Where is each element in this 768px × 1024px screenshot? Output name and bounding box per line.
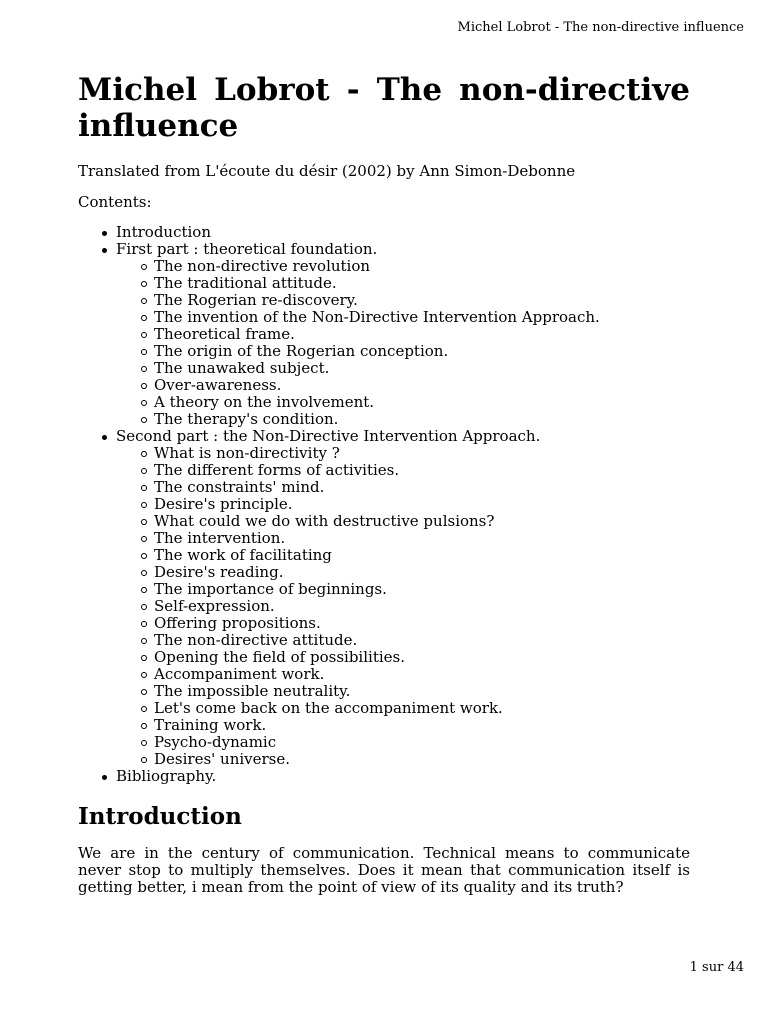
circle-bullet-icon [141,723,147,729]
running-header: Michel Lobrot - The non-directive influence [457,20,744,35]
circle-bullet-icon [141,315,147,321]
toc-subitem[interactable] [154,411,690,428]
toc-subitem-link[interactable]: The unawaked subject. [154,359,330,377]
toc-subitem[interactable] [154,615,690,632]
toc-link-part-one[interactable]: First part : theoretical foundation. [116,240,378,258]
toc-subitem-link[interactable]: The constraints' mind. [154,478,325,496]
toc-subitem-link[interactable]: Accompaniment work. [154,665,325,683]
toc-subitem[interactable] [154,496,690,513]
circle-bullet-icon [141,638,147,644]
toc-subitem-link[interactable]: The origin of the Rogerian conception. [154,342,449,360]
part-two-subsections [116,445,690,768]
toc-subitem[interactable] [154,309,690,326]
translation-credit: Translated from L'écoute du désir (2002) by Ann Simon-Debonne [78,162,576,180]
toc-subitem[interactable] [154,462,690,479]
circle-bullet-icon [141,587,147,593]
toc-subitem[interactable] [154,445,690,462]
circle-bullet-icon [141,298,147,304]
toc-subitem[interactable] [154,360,690,377]
toc-item-bibliography[interactable] [116,768,690,785]
circle-bullet-icon [141,349,147,355]
circle-bullet-icon [141,281,147,287]
toc-subitem-link[interactable]: The different forms of activities. [154,461,400,479]
toc-subitem[interactable] [154,530,690,547]
table-of-contents [78,224,690,785]
page-indicator: 1 sur 44 [689,960,744,975]
toc-subitem[interactable] [154,513,690,530]
circle-bullet-icon [141,383,147,389]
toc-subitem-link[interactable]: Training work. [154,716,267,734]
circle-bullet-icon [141,621,147,627]
toc-subitem[interactable] [154,377,690,394]
toc-item-part-one[interactable] [116,241,690,428]
toc-subitem[interactable] [154,479,690,496]
circle-bullet-icon [141,502,147,508]
toc-subitem-link[interactable]: The work of facilitating [154,546,332,564]
disc-bullet-icon [102,248,107,253]
introduction-paragraph: We are in the century of communication. Technical means to communicate never stop to multiply themselves. Does it mean that communication itself is getting better, i mean from the point of view of its quality and its truth? [78,844,690,896]
disc-bullet-icon [102,775,107,780]
toc-subitem-link[interactable]: Let's come back on the accompaniment work. [154,699,503,717]
toc-subitem-link[interactable]: Theoretical frame. [154,325,295,343]
toc-subitem[interactable] [154,326,690,343]
toc-subitem-link[interactable]: The impossible neutrality. [154,682,351,700]
toc-subitem[interactable] [154,649,690,666]
toc-item-introduction[interactable] [116,224,690,241]
circle-bullet-icon [141,366,147,372]
circle-bullet-icon [141,536,147,542]
toc-subitem[interactable] [154,394,690,411]
contents-label: Contents: [78,193,152,211]
disc-bullet-icon [102,231,107,236]
circle-bullet-icon [141,604,147,610]
toc-subitem[interactable] [154,547,690,564]
circle-bullet-icon [141,655,147,661]
toc-subitem[interactable] [154,275,690,292]
toc-item-part-two[interactable] [116,428,690,768]
toc-subitem[interactable] [154,751,690,768]
toc-subitem-link[interactable]: Offering propositions. [154,614,321,632]
circle-bullet-icon [141,519,147,525]
circle-bullet-icon [141,689,147,695]
toc-subitem[interactable] [154,734,690,751]
toc-subitem-link[interactable]: The intervention. [154,529,286,547]
circle-bullet-icon [141,485,147,491]
circle-bullet-icon [141,672,147,678]
toc-subitem-link[interactable]: Psycho-dynamic [154,733,277,751]
toc-subitem[interactable] [154,343,690,360]
circle-bullet-icon [141,553,147,559]
toc-subitem-link[interactable]: Desire's principle. [154,495,293,513]
toc-link-introduction[interactable]: Introduction [116,223,211,241]
toc-subitem-link[interactable]: Over-awareness. [154,376,282,394]
toc-subitem[interactable] [154,598,690,615]
toc-subitem-link[interactable]: The traditional attitude. [154,274,337,292]
toc-link-bibliography[interactable]: Bibliography. [116,767,217,785]
circle-bullet-icon [141,417,147,423]
circle-bullet-icon [141,570,147,576]
toc-subitem-link[interactable]: The therapy's condition. [154,410,339,428]
section-heading-introduction: Introduction [78,803,242,830]
circle-bullet-icon [141,706,147,712]
circle-bullet-icon [141,332,147,338]
toc-link-part-two[interactable]: Second part : the Non-Directive Intervention Approach. [116,427,541,445]
part-one-subsections [116,258,690,428]
toc-subitem-link[interactable]: Opening the field of possibilities. [154,648,405,666]
toc-subitem[interactable] [154,292,690,309]
toc-subitem-link[interactable]: The Rogerian re-discovery. [154,291,358,309]
toc-subitem-link[interactable]: Self-expression. [154,597,275,615]
toc-subitem[interactable] [154,632,690,649]
document-title: Michel Lobrot - The non-directive influence [78,72,690,144]
toc-subitem-link[interactable]: The importance of beginnings. [154,580,387,598]
toc-subitem-link[interactable]: The non-directive attitude. [154,631,358,649]
toc-subitem-link[interactable]: The invention of the Non-Directive Intervention Approach. [154,308,600,326]
toc-subitem[interactable] [154,581,690,598]
toc-subitem-link[interactable]: What is non-directivity ? [154,444,340,462]
circle-bullet-icon [141,264,147,270]
toc-subitem[interactable] [154,564,690,581]
circle-bullet-icon [141,468,147,474]
toc-subitem-link[interactable]: A theory on the involvement. [154,393,375,411]
toc-subitem-link[interactable]: What could we do with destructive pulsions? [154,512,495,530]
document-body [78,72,690,896]
circle-bullet-icon [141,740,147,746]
toc-subitem[interactable] [154,717,690,734]
toc-subitem-link[interactable]: The non-directive revolution [154,257,371,275]
disc-bullet-icon [102,435,107,440]
toc-subitem[interactable] [154,258,690,275]
toc-subitem[interactable] [154,683,690,700]
toc-subitem[interactable] [154,666,690,683]
toc-subitem[interactable] [154,700,690,717]
circle-bullet-icon [141,757,147,763]
circle-bullet-icon [141,451,147,457]
toc-subitem-link[interactable]: Desire's reading. [154,563,284,581]
toc-subitem-link[interactable]: Desires' universe. [154,750,291,768]
circle-bullet-icon [141,400,147,406]
